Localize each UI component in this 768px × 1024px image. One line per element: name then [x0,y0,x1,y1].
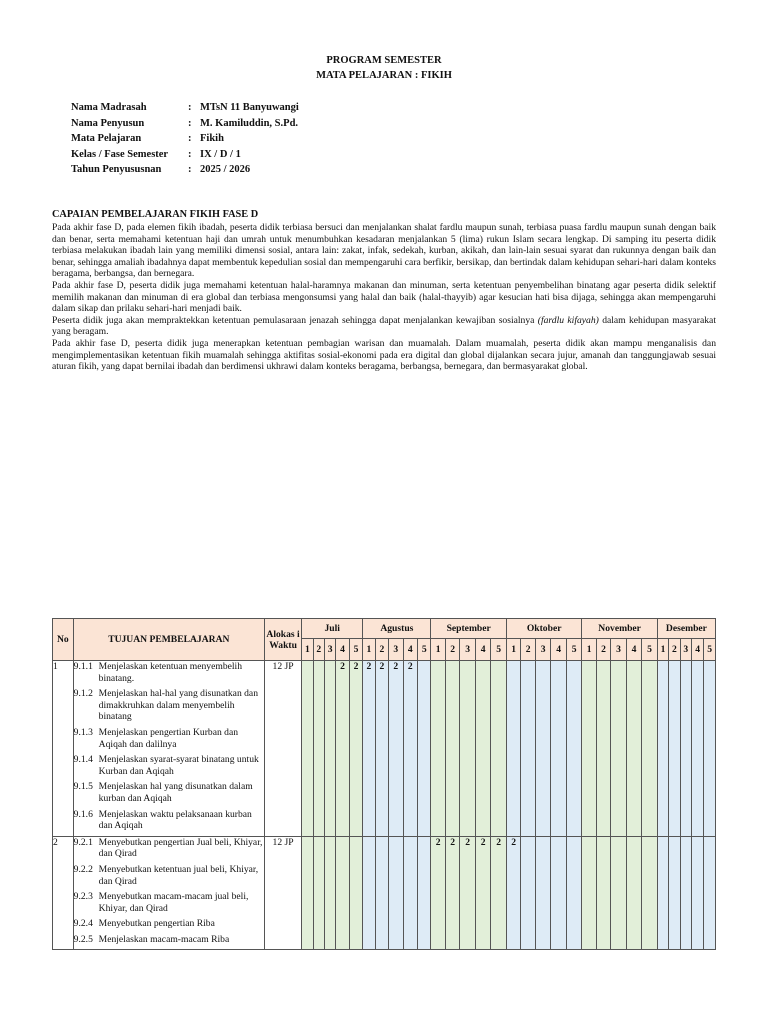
week-cell [680,661,691,837]
week-cell [626,836,642,950]
week-header: 2 [596,639,610,661]
capaian-body [52,222,716,373]
schedule-table [52,618,716,950]
tujuan-item [74,864,264,887]
week-header: 5 [349,639,363,661]
week-cell [506,661,520,837]
week-cell: 2 [506,836,520,950]
header-tujuan: TUJUAN PEMBELAJARAN [73,619,264,661]
week-cell [566,661,582,837]
week-cell [389,836,403,950]
tujuan-code: 9.2.3 [73,891,93,903]
paragraph: Pada akhir fase D, pada elemen fikih ibadah, peserta didik terbiasa bersuci dan menjalankan shalat fardlu maupun sunah, terbiasa puasa fardlu maupun sunah dengan baik dan benar, serta memahami ketentuan haji dan umrah untuk menumbuhkan kesadaran menjalankan 5 (lima) rukun Islam secara lengkap. Di samping itu peserta didik terbiasa melakukan ibadah lain yang memiliki dimensi sosial, antara lain: zakat, infak, sedekah, kurban, akikah, dan lain-lain sesuai syarat dan rukunnya dengan baik dan benar, sehingga amaliah ibadahnya dapat membentuk kepedulian sosial dan mempengaruhi cara berfikir, bersikap, dan bertindak dalam kehidupan sehari-hari dalam konteks beragama, berbangsa, dan bernegara. [52,222,716,280]
week-cell: 2 [460,836,476,950]
info-colon: : [188,133,192,144]
week-cell [418,661,431,837]
tujuan-item [74,661,264,684]
week-cell: 2 [445,836,459,950]
info-label: Tahun Penyususnan [71,164,162,175]
alokasi-cell: 12 JP [264,661,301,837]
week-header: 3 [324,639,335,661]
info-label: Kelas / Fase Semester [71,148,169,160]
header-alokasi: Alokas i Waktu [264,619,301,661]
week-header: 5 [491,639,507,661]
tujuan-item [74,837,264,860]
alokasi-cell: 12 JP [264,836,301,950]
paragraph: Peserta didik juga akan mempraktekkan ketentuan pemulasaraan jenazah sehingga dapat menjalankan kewajiban sosialnya (fardlu kifayah) dalam kehidupan masyarakat yang beragam. [52,314,716,338]
page-title: PROGRAM SEMESTER [326,55,442,66]
info-label: Nama Penyusun [71,117,145,129]
tujuan-item [74,891,264,914]
week-cell [313,836,324,950]
week-cell [596,836,610,950]
week-cell [596,661,610,837]
tujuan-code: 9.1.5 [73,781,93,793]
tujuan-code: 9.1.2 [73,688,93,700]
tujuan-item [74,809,264,832]
week-cell [336,836,349,950]
week-header: 1 [431,639,445,661]
section-heading: CAPAIAN PEMBELAJARAN FIKIH FASE D [52,209,259,220]
tujuan-text: Menjelaskan waktu pelaksanaan kurban dan Aqiqah [98,808,252,832]
week-header: 2 [521,639,535,661]
week-header: 4 [626,639,642,661]
month-header: Oktober [506,619,581,639]
info-value: M. Kamiluddin, S.Pd. [200,117,299,129]
week-cell [642,661,658,837]
week-cell [704,661,716,837]
week-header: 2 [669,639,680,661]
tujuan-text: Menjelaskan pengertian Kurban dan Aqiqah dan dalilnya [98,726,238,750]
tujuan-text: Menjelaskan macam-macam Riba [98,933,230,945]
info-value: IX / D / 1 [200,148,241,160]
week-header: 3 [611,639,627,661]
week-header: 5 [418,639,431,661]
row-number: 1 [53,661,74,837]
info-colon: : [188,117,192,129]
week-cell [657,661,668,837]
week-cell [582,661,596,837]
week-cell [642,836,658,950]
week-header: 2 [445,639,459,661]
week-header: 3 [535,639,551,661]
tujuan-code: 9.2.5 [73,933,93,945]
week-header: 3 [460,639,476,661]
tujuan-item [74,781,264,804]
week-cell [403,836,417,950]
tujuan-text: Menyebutkan pengertian Jual beli, Khiyar, dan Qirad [98,836,263,860]
week-cell [704,836,716,950]
tujuan-code: 9.1.6 [73,808,93,820]
week-cell [626,661,642,837]
week-header: 1 [657,639,668,661]
week-cell [475,661,491,837]
tujuan-cell [73,836,264,950]
tujuan-item [74,688,264,723]
month-header: Agustus [363,619,431,639]
table-row [53,661,716,837]
week-cell [375,836,388,950]
week-cell: 2 [403,661,417,837]
week-cell [349,836,363,950]
info-colon: : [188,148,192,160]
month-header: Juli [302,619,363,639]
info-row-tahun [71,162,299,178]
tujuan-text: Menyebutkan macam-macam jual beli, Khiyar, dan Qirad [98,891,249,914]
week-cell [657,836,668,950]
week-cell [691,836,703,950]
paragraph: Pada akhir fase D, peserta didik juga memahami ketentuan halal-haramnya makanan dan minuman, serta ketentuan penyembelihan binatang agar peserta didik selektif memilih makanan dan minuman di era global dan terbiasa mengonsumsi yang halal dan baik (halal-thayyib) agar kesucian hati bisa dijaga, sehingga akan mempengaruhi dalam sikap dan prilaku sehari-hari menjadi baik. [52,279,716,315]
week-header: 5 [566,639,582,661]
week-header: 2 [375,639,388,661]
week-header: 1 [506,639,520,661]
row-number: 2 [53,836,74,950]
tujuan-code: 9.1.4 [73,754,93,766]
week-cell [445,661,459,837]
week-cell [611,836,627,950]
info-row-mapel [71,131,299,147]
week-header: 4 [336,639,349,661]
month-header: September [431,619,506,639]
header-no: No [53,619,74,661]
week-header: 3 [680,639,691,661]
info-block [71,100,299,178]
week-cell [566,836,582,950]
tujuan-code: 9.2.4 [73,918,93,930]
week-header: 1 [363,639,375,661]
week-cell [582,836,596,950]
info-colon: : [188,102,192,113]
week-cell [431,661,445,837]
week-header: 5 [704,639,716,661]
week-header: 4 [551,639,567,661]
week-cell [313,661,324,837]
week-header: 4 [475,639,491,661]
week-cell [611,661,627,837]
week-header: 3 [389,639,403,661]
info-value: Fikih [200,133,224,144]
week-cell [551,836,567,950]
tujuan-item [74,754,264,777]
week-cell: 2 [431,836,445,950]
week-cell [535,661,551,837]
week-cell [491,661,507,837]
week-cell [691,661,703,837]
week-header: 4 [403,639,417,661]
week-cell [460,661,476,837]
tujuan-text: Menjelaskan hal yang disunatkan dalam kurban dan Aqiqah [98,781,253,804]
info-row-madrasah [71,100,299,116]
info-row-kelas [71,147,299,163]
week-cell: 2 [375,661,388,837]
week-cell [535,836,551,950]
week-cell [680,836,691,950]
week-header: 4 [691,639,703,661]
week-cell [302,836,313,950]
week-cell [324,836,335,950]
week-cell: 2 [363,661,375,837]
week-cell [521,836,535,950]
tujuan-text: Menyebutkan pengertian Riba [98,918,215,930]
page-subtitle: MATA PELAJARAN : FIKIH [316,70,452,81]
tujuan-code: 9.2.1 [73,836,93,848]
week-cell: 2 [336,661,349,837]
week-cell [363,836,375,950]
tujuan-text: Menyebutkan ketentuan jual beli, Khiyar, dan Qirad [98,863,259,887]
tujuan-text: Menjelaskan syarat-syarat binatang untuk Kurban dan Aqiqah [98,754,259,777]
info-row-penyusun [71,116,299,132]
week-cell [521,661,535,837]
week-cell [551,661,567,837]
week-cell [418,836,431,950]
week-cell [669,836,680,950]
tujuan-item [74,934,264,946]
table-row [53,836,716,950]
week-header: 2 [313,639,324,661]
tujuan-text: Menjelaskan hal-hal yang disunatkan dan dimakkruhkan dalam menyembelih binatang [98,688,258,723]
week-cell: 2 [475,836,491,950]
week-header: 1 [582,639,596,661]
tujuan-text: Menjelaskan ketentuan menyembelih binatang. [98,661,242,684]
week-cell [324,661,335,837]
tujuan-code: 9.1.3 [73,726,93,738]
tujuan-code: 9.2.2 [73,863,93,875]
week-cell [302,661,313,837]
info-value: MTsN 11 Banyuwangi [200,102,299,113]
italic-term: (fardlu kifayah) [537,314,599,326]
info-value: 2025 / 2026 [200,164,251,175]
week-header: 1 [302,639,313,661]
tujuan-item [74,727,264,750]
week-cell: 2 [349,661,363,837]
info-label: Nama Madrasah [71,102,147,113]
week-cell: 2 [389,661,403,837]
tujuan-item [74,918,264,930]
tujuan-cell [73,661,264,837]
week-header: 5 [642,639,658,661]
month-header: November [582,619,657,639]
week-cell: 2 [491,836,507,950]
info-label: Mata Pelajaran [71,133,142,144]
week-cell [669,661,680,837]
paragraph: Pada akhir fase D, peserta didik juga menerapkan ketentuan pembagian warisan dan muamalah. Dalam muamalah, peserta didik akan mampu menganalisis dan mengimplementasikan ketentuan fikih muamalah sehingga aktifitas sosial-ekonomi pada era digital dan global dijalankan secara jujur, amanah dan tanggungjawab sesuai aturan fikih, yang dapat bernilai ibadah dan berdimensi ukhrawi dalam konteks beragama, berbangsa, bernegara, dan bermasyarakat global. [52,337,716,373]
info-colon: : [188,164,192,175]
tujuan-code: 9.1.1 [73,661,93,672]
month-header: Desember [657,619,715,639]
